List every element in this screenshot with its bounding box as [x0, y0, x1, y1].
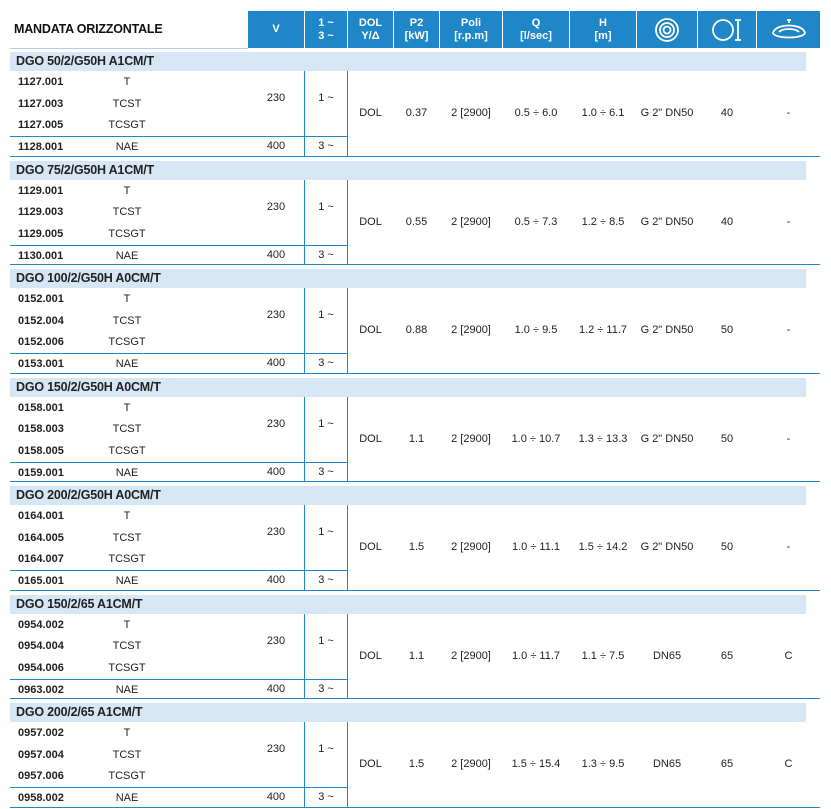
- phase-single: 1 ~: [318, 417, 334, 430]
- voltage-three: 400: [266, 791, 286, 803]
- power-p2: 1.1: [408, 432, 425, 445]
- table-row: [10, 462, 248, 484]
- table-row: [10, 636, 248, 657]
- table-row: [10, 658, 248, 679]
- article-code: 0954.004: [18, 640, 64, 652]
- table-row: [10, 528, 248, 549]
- article-variant: NAE: [115, 141, 139, 153]
- cable-type: -: [786, 432, 791, 445]
- free-passage: 50: [720, 541, 734, 553]
- phase-three: 3 ~: [318, 357, 334, 369]
- table-row: [10, 723, 248, 744]
- article-variant: NAE: [115, 358, 139, 370]
- cable-type: C: [784, 649, 793, 662]
- discharge-connection: G 2" DN50: [640, 215, 694, 228]
- article-variant: T: [123, 727, 131, 739]
- free-passage: 65: [720, 649, 734, 662]
- voltage-three: 400: [266, 465, 286, 478]
- divider: [248, 136, 347, 137]
- start-header: [348, 11, 393, 48]
- phase-single: 1 ~: [318, 200, 334, 213]
- divider: [347, 71, 348, 156]
- voltage-single: 230: [266, 526, 286, 538]
- passage-header: [698, 11, 756, 48]
- voltage-single: 230: [266, 743, 286, 755]
- divider: [347, 397, 348, 482]
- model-group: [10, 482, 820, 591]
- phase-header: [305, 11, 347, 48]
- start-header-line2: Y/Δ: [361, 29, 380, 42]
- table-row: [10, 506, 248, 527]
- start-type: DOL: [359, 215, 382, 228]
- article-code: 0954.002: [18, 618, 64, 631]
- divider: [347, 614, 348, 699]
- article-variant: T: [123, 401, 131, 414]
- article-variant: TCSGT: [108, 444, 146, 457]
- head-range: 1.2 ÷ 11.7: [578, 324, 628, 336]
- free-passage: 50: [720, 324, 734, 336]
- p2-header: [394, 11, 439, 48]
- article-code: 0158.003: [18, 423, 64, 435]
- divider: [248, 245, 347, 246]
- table-header: [10, 11, 820, 48]
- table-row: [10, 245, 248, 267]
- article-variant: TCSGT: [108, 336, 146, 348]
- article-code: 0963.002: [18, 683, 64, 696]
- voltage-single: 230: [266, 92, 286, 104]
- table-row: [10, 745, 248, 766]
- article-variant: TCSGT: [108, 770, 146, 782]
- article-code: 0164.005: [18, 531, 64, 544]
- model-title: DGO 150/2/G50H A0CM/T: [10, 378, 806, 397]
- divider: [347, 180, 348, 265]
- cable-type: -: [786, 215, 791, 228]
- table-row: [10, 224, 248, 245]
- table-row: [10, 787, 248, 809]
- article-code: 0164.007: [18, 553, 64, 565]
- power-p2: 0.88: [405, 324, 428, 336]
- article-code: 0957.002: [18, 727, 64, 739]
- head-range: 1.2 ÷ 8.5: [581, 215, 625, 228]
- divider: [347, 505, 348, 590]
- flow-range: 1.5 ÷ 15.4: [511, 758, 561, 770]
- table-row: [10, 766, 248, 787]
- poles-rpm: 2 [2900]: [451, 324, 491, 336]
- table-row: [10, 136, 248, 158]
- head-header: [570, 11, 636, 48]
- model-group: [10, 157, 820, 266]
- model-title: DGO 150/2/65 A1CM/T: [10, 595, 806, 614]
- article-variant: TCSGT: [108, 553, 146, 565]
- phase-single: 1 ~: [318, 526, 334, 538]
- article-code: 1127.005: [18, 119, 64, 131]
- article-code: 0957.004: [18, 748, 64, 761]
- voltage-three: 400: [266, 682, 286, 695]
- divider: [304, 288, 305, 373]
- phase-three: 3 ~: [318, 465, 334, 478]
- free-passage: 40: [720, 215, 734, 228]
- article-code: 1127.003: [18, 97, 64, 110]
- divider: [248, 787, 347, 788]
- phase-single: 1 ~: [318, 309, 334, 321]
- model-group: [10, 374, 820, 483]
- article-variant: NAE: [115, 683, 139, 696]
- phase-single: 1 ~: [318, 743, 334, 755]
- table-row: [10, 289, 248, 310]
- divider: [304, 614, 305, 699]
- article-code: 0954.006: [18, 661, 64, 674]
- poles-header-line2: [r.p.m]: [454, 29, 488, 42]
- table-row: [10, 332, 248, 353]
- free-passage: 65: [720, 758, 734, 770]
- divider: [248, 679, 347, 680]
- head-header-line1: H: [599, 16, 607, 29]
- article-code: 0957.006: [18, 770, 64, 782]
- article-code: 0164.001: [18, 510, 64, 522]
- table-row: [10, 570, 248, 592]
- flow-header-line2: [l/sec]: [520, 29, 552, 42]
- article-variant: T: [123, 76, 131, 88]
- start-type: DOL: [359, 758, 382, 770]
- voltage-single: 230: [266, 309, 286, 321]
- article-code: 0152.006: [18, 336, 64, 348]
- discharge-connection: G 2" DN50: [640, 541, 694, 553]
- divider: [248, 570, 347, 571]
- model-group: [10, 48, 820, 157]
- table-row: [10, 441, 248, 462]
- start-type: DOL: [359, 324, 382, 336]
- table-title-text: MANDATA ORIZZONTALE: [14, 22, 163, 36]
- divider: [304, 180, 305, 265]
- poles-rpm: 2 [2900]: [451, 649, 491, 662]
- article-variant: TCST: [112, 748, 142, 761]
- table-row: [10, 419, 248, 440]
- cable-type: -: [786, 107, 791, 119]
- discharge-connection: G 2" DN50: [640, 107, 694, 119]
- free-passage: 40: [720, 107, 734, 119]
- article-code: 1129.003: [18, 206, 64, 218]
- table-row: [10, 679, 248, 701]
- voltage-three: 400: [266, 574, 286, 586]
- voltage-three: 400: [266, 248, 286, 261]
- head-range: 1.3 ÷ 13.3: [578, 432, 628, 445]
- article-variant: NAE: [115, 466, 139, 479]
- article-variant: TCSGT: [108, 119, 146, 131]
- model-groups: [10, 48, 820, 808]
- power-p2: 0.55: [405, 215, 428, 228]
- flow-range: 1.0 ÷ 11.1: [511, 541, 561, 553]
- table-row: [10, 202, 248, 223]
- flow-range: 0.5 ÷ 6.0: [514, 107, 558, 119]
- flow-range: 1.0 ÷ 10.7: [511, 432, 561, 445]
- head-range: 1.1 ÷ 7.5: [581, 649, 625, 662]
- discharge-connection: DN65: [652, 649, 682, 662]
- phase-header-line2: 3 ~: [318, 29, 334, 42]
- article-variant: TCST: [112, 97, 142, 110]
- poles-rpm: 2 [2900]: [451, 541, 491, 553]
- poles-rpm: 2 [2900]: [451, 432, 491, 445]
- phase-single: 1 ~: [318, 92, 334, 104]
- start-type: DOL: [359, 107, 382, 119]
- model-title: DGO 50/2/G50H A1CM/T: [10, 52, 806, 71]
- phase-three: 3 ~: [318, 140, 334, 152]
- voltage-three: 400: [266, 357, 286, 369]
- flow-range: 1.0 ÷ 9.5: [514, 324, 558, 336]
- voltage-three: 400: [266, 140, 286, 152]
- table-title: [10, 11, 248, 49]
- divider: [347, 288, 348, 373]
- p2-header-line2: [kW]: [404, 29, 429, 42]
- model-group: [10, 591, 820, 700]
- voltage-single: 230: [266, 200, 286, 213]
- table-row: [10, 72, 248, 93]
- p2-header-line1: P2: [409, 16, 424, 29]
- model-title: DGO 75/2/G50H A1CM/T: [10, 161, 806, 180]
- article-variant: TCST: [112, 314, 142, 327]
- poles-header: [440, 11, 502, 48]
- free-passage: 50: [720, 432, 734, 445]
- model-group: [10, 699, 820, 808]
- cable-type: C: [784, 758, 793, 770]
- article-variant: TCST: [112, 423, 142, 435]
- article-variant: T: [123, 510, 131, 522]
- flow-header-line1: Q: [531, 16, 541, 29]
- article-variant: TCSGT: [108, 661, 146, 674]
- article-code: 0159.001: [18, 466, 64, 479]
- power-p2: 1.5: [408, 758, 425, 770]
- table-row: [10, 181, 248, 202]
- article-variant: TCST: [112, 640, 142, 652]
- start-type: DOL: [359, 432, 382, 445]
- article-code: 0165.001: [18, 575, 64, 587]
- phase-three: 3 ~: [318, 682, 334, 695]
- head-range: 1.5 ÷ 14.2: [578, 541, 628, 553]
- article-variant: NAE: [115, 792, 139, 804]
- divider: [304, 71, 305, 156]
- article-variant: T: [123, 293, 131, 305]
- phase-three: 3 ~: [318, 791, 334, 803]
- divider: [248, 353, 347, 354]
- article-variant: T: [123, 618, 131, 631]
- divider: [304, 722, 305, 807]
- discharge-connection: G 2" DN50: [640, 432, 694, 445]
- discharge-connection-icon: [653, 16, 681, 44]
- cable-type: -: [786, 541, 791, 553]
- table-row: [10, 398, 248, 419]
- article-variant: TCST: [112, 206, 142, 218]
- voltage-header: [248, 11, 304, 48]
- model-title: DGO 100/2/G50H A0CM/T: [10, 269, 806, 288]
- start-type: DOL: [359, 541, 382, 553]
- flow-range: 0.5 ÷ 7.3: [514, 215, 558, 228]
- divider: [304, 397, 305, 482]
- poles-header-line1: Poli: [460, 16, 482, 29]
- divider: [304, 505, 305, 590]
- table-row: [10, 615, 248, 636]
- start-type: DOL: [359, 649, 382, 662]
- model-group: [10, 265, 820, 374]
- table-row: [10, 549, 248, 570]
- article-code: 1128.001: [18, 141, 64, 153]
- table-row: [10, 311, 248, 332]
- phase-single: 1 ~: [318, 634, 334, 647]
- head-range: 1.3 ÷ 9.5: [581, 758, 625, 770]
- article-variant: NAE: [115, 575, 139, 587]
- model-title: DGO 200/2/G50H A0CM/T: [10, 486, 806, 505]
- divider: [347, 722, 348, 807]
- article-code: 0158.001: [18, 401, 64, 414]
- article-variant: T: [123, 184, 131, 197]
- article-variant: TCSGT: [108, 227, 146, 240]
- voltage-single: 230: [266, 417, 286, 430]
- cable-icon: [769, 17, 809, 43]
- power-p2: 1.1: [408, 649, 425, 662]
- model-title: DGO 200/2/65 A1CM/T: [10, 703, 806, 722]
- discharge-connection: DN65: [652, 758, 682, 770]
- cable-header: [757, 11, 820, 48]
- start-header-line1: DOL: [358, 16, 383, 29]
- article-code: 0158.005: [18, 444, 64, 457]
- article-code: 0152.004: [18, 314, 64, 327]
- table-row: [10, 115, 248, 136]
- article-code: 1127.001: [18, 76, 64, 88]
- table-row: [10, 94, 248, 115]
- article-code: 1130.001: [18, 249, 64, 262]
- connection-header: [637, 11, 697, 48]
- poles-rpm: 2 [2900]: [451, 215, 491, 228]
- divider: [248, 462, 347, 463]
- discharge-connection: G 2" DN50: [640, 324, 694, 336]
- article-code: 0153.001: [18, 358, 64, 370]
- article-code: 0958.002: [18, 792, 64, 804]
- head-range: 1.0 ÷ 6.1: [581, 107, 625, 119]
- voltage-single: 230: [266, 634, 286, 647]
- poles-rpm: 2 [2900]: [451, 758, 491, 770]
- phase-three: 3 ~: [318, 574, 334, 586]
- article-code: 1129.001: [18, 184, 64, 197]
- power-p2: 0.37: [405, 107, 428, 119]
- voltage-header-label: V: [272, 23, 280, 35]
- poles-rpm: 2 [2900]: [451, 107, 491, 119]
- cable-type: -: [786, 324, 791, 336]
- article-code: 0152.001: [18, 293, 64, 305]
- flow-range: 1.0 ÷ 11.7: [511, 649, 561, 662]
- article-code: 1129.005: [18, 227, 64, 240]
- table-row: [10, 353, 248, 375]
- article-variant: NAE: [115, 249, 139, 262]
- flow-header: [503, 11, 569, 48]
- article-variant: TCST: [112, 531, 142, 544]
- phase-three: 3 ~: [318, 248, 334, 261]
- power-p2: 1.5: [408, 541, 425, 553]
- passage-diameter-icon: [710, 17, 744, 43]
- head-header-line2: [m]: [594, 29, 612, 42]
- phase-header-line1: 1 ~: [318, 16, 334, 29]
